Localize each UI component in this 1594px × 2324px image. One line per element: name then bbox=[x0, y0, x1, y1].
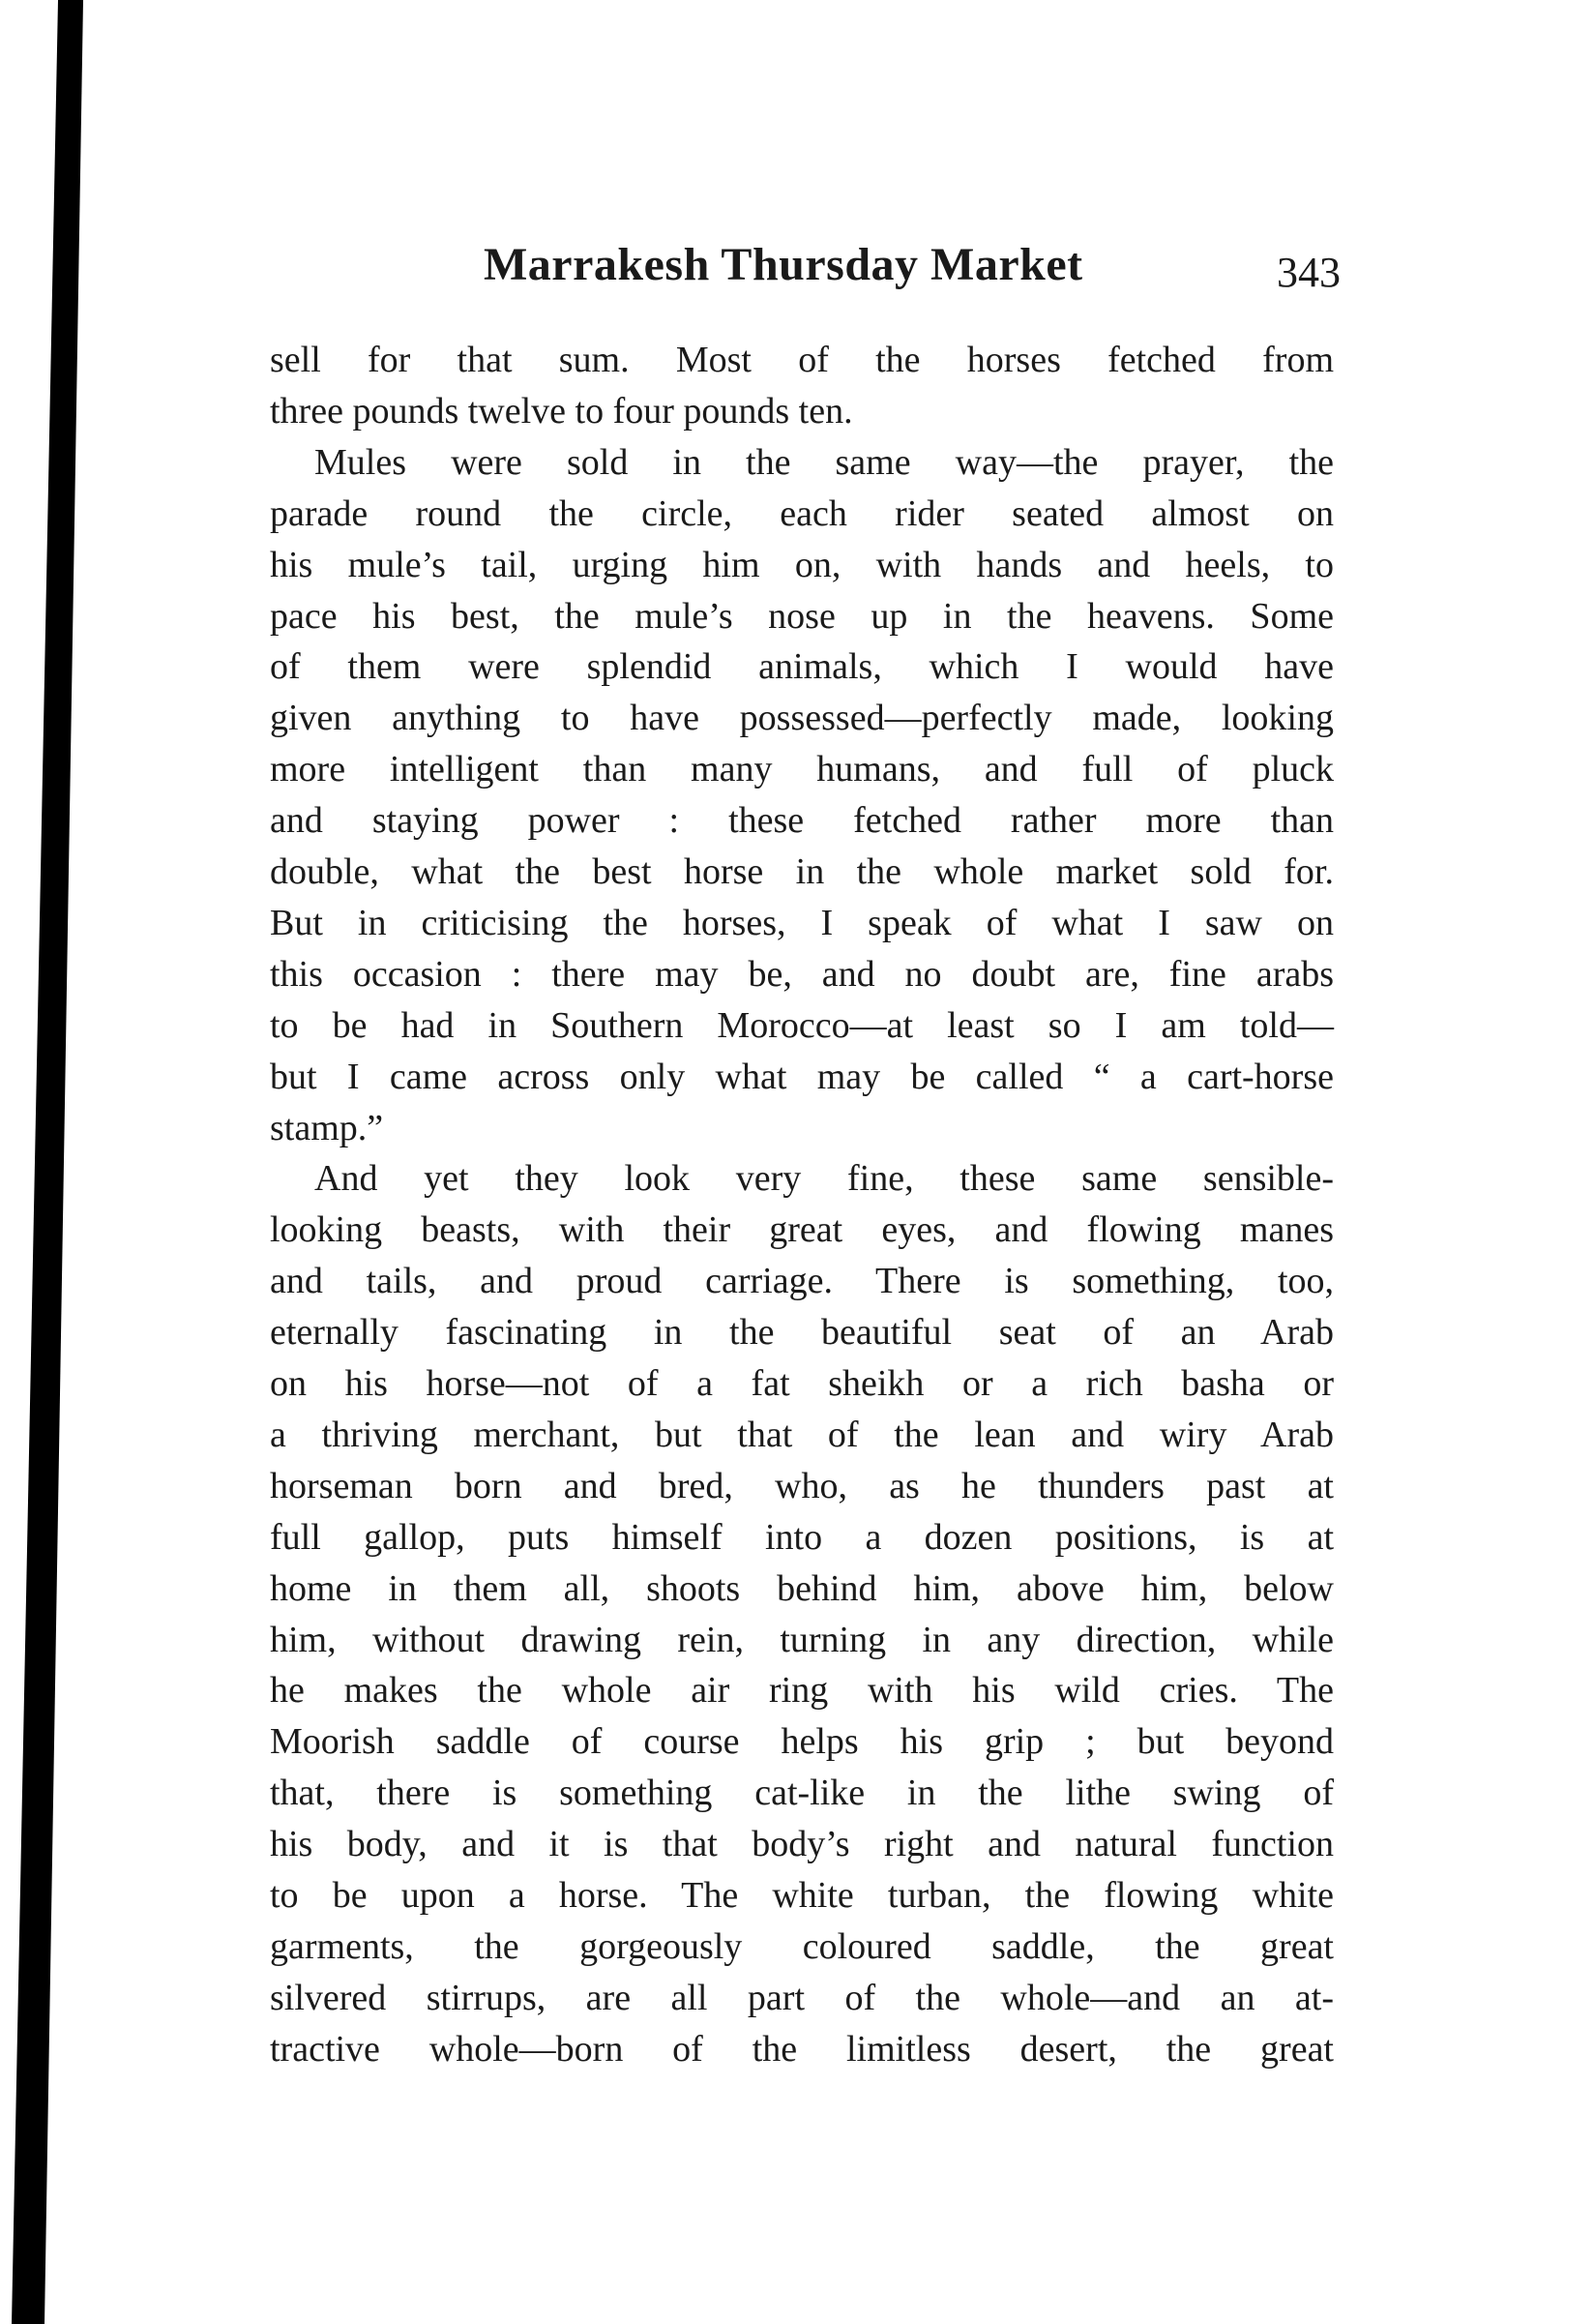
text-line: And yet they look very fine, these same sensible- bbox=[314, 1158, 1334, 1200]
text-line: looking beasts, with their great eyes, and flowing manes bbox=[270, 1209, 1334, 1251]
text-line: tractive whole—born of the limitless desert, the great bbox=[270, 2028, 1334, 2070]
text-line: pace his best, the mule’s nose up in the heavens. Some bbox=[270, 595, 1334, 637]
text-line: a thriving merchant, but that of the lean and wiry Arab bbox=[270, 1414, 1334, 1455]
text-line: stamp.” bbox=[270, 1107, 384, 1148]
text-line: sell for that sum. Most of the horses fetched from bbox=[270, 340, 1334, 380]
text-line: of them were splendid animals, which I would have bbox=[270, 646, 1334, 688]
text-line: this occasion : there may be, and no doubt are, fine arabs bbox=[270, 953, 1334, 995]
text-line: But in criticising the horses, I speak of what I saw on bbox=[270, 902, 1334, 943]
text-line: he makes the whole air ring with his wild cries. The bbox=[270, 1670, 1334, 1712]
text-line: more intelligent than many humans, and full of pluck bbox=[270, 749, 1334, 790]
text-line: three pounds twelve to four pounds ten. bbox=[270, 390, 853, 432]
text-line: him, without drawing rein, turning in any direction, while bbox=[270, 1619, 1334, 1660]
running-head: Marrakesh Thursday Market bbox=[484, 239, 1083, 290]
text-line: eternally fascinating in the beautiful seat of an Arab bbox=[270, 1312, 1334, 1354]
text-line: and staying power : these fetched rather more than bbox=[270, 800, 1334, 842]
text-line: to be upon a horse. The white turban, the flowing white bbox=[270, 1875, 1334, 1916]
page-number: 343 bbox=[1277, 249, 1341, 296]
text-line: to be had in Southern Morocco—at least so I am told— bbox=[270, 1004, 1334, 1046]
text-line: silvered stirrups, are all part of the whole—and an at- bbox=[270, 1977, 1334, 2018]
text-line: Mules were sold in the same way—the prayer, the bbox=[314, 441, 1334, 483]
text-line: double, what the best horse in the whole market sold for. bbox=[270, 851, 1334, 892]
text-line: given anything to have possessed—perfectly made, looking bbox=[270, 698, 1334, 739]
text-line: full gallop, puts himself into a dozen positions, is at bbox=[270, 1516, 1334, 1558]
text-line: his body, and it is that body’s right and natural function bbox=[270, 1824, 1334, 1865]
text-line: his mule’s tail, urging him on, with hands and heels, to bbox=[270, 544, 1334, 585]
text-line: on his horse—not of a fat sheikh or a rich basha or bbox=[270, 1363, 1334, 1404]
text-line: home in them all, shoots behind him, above him, below bbox=[270, 1567, 1334, 1609]
text-line: and tails, and proud carriage. There is something, too, bbox=[270, 1261, 1334, 1302]
text-line: that, there is something cat-like in the lithe swing of bbox=[270, 1773, 1334, 1814]
text-line: parade round the circle, each rider seated almost on bbox=[270, 492, 1334, 534]
text-line: but I came across only what may be called “ a cart-horse bbox=[270, 1056, 1334, 1097]
text-line: garments, the gorgeously coloured saddle, the great bbox=[270, 1925, 1334, 1967]
text-line: Moorish saddle of course helps his grip ; but beyond bbox=[270, 1721, 1334, 1763]
text-line: horseman born and bred, who, as he thunders past at bbox=[270, 1465, 1334, 1506]
